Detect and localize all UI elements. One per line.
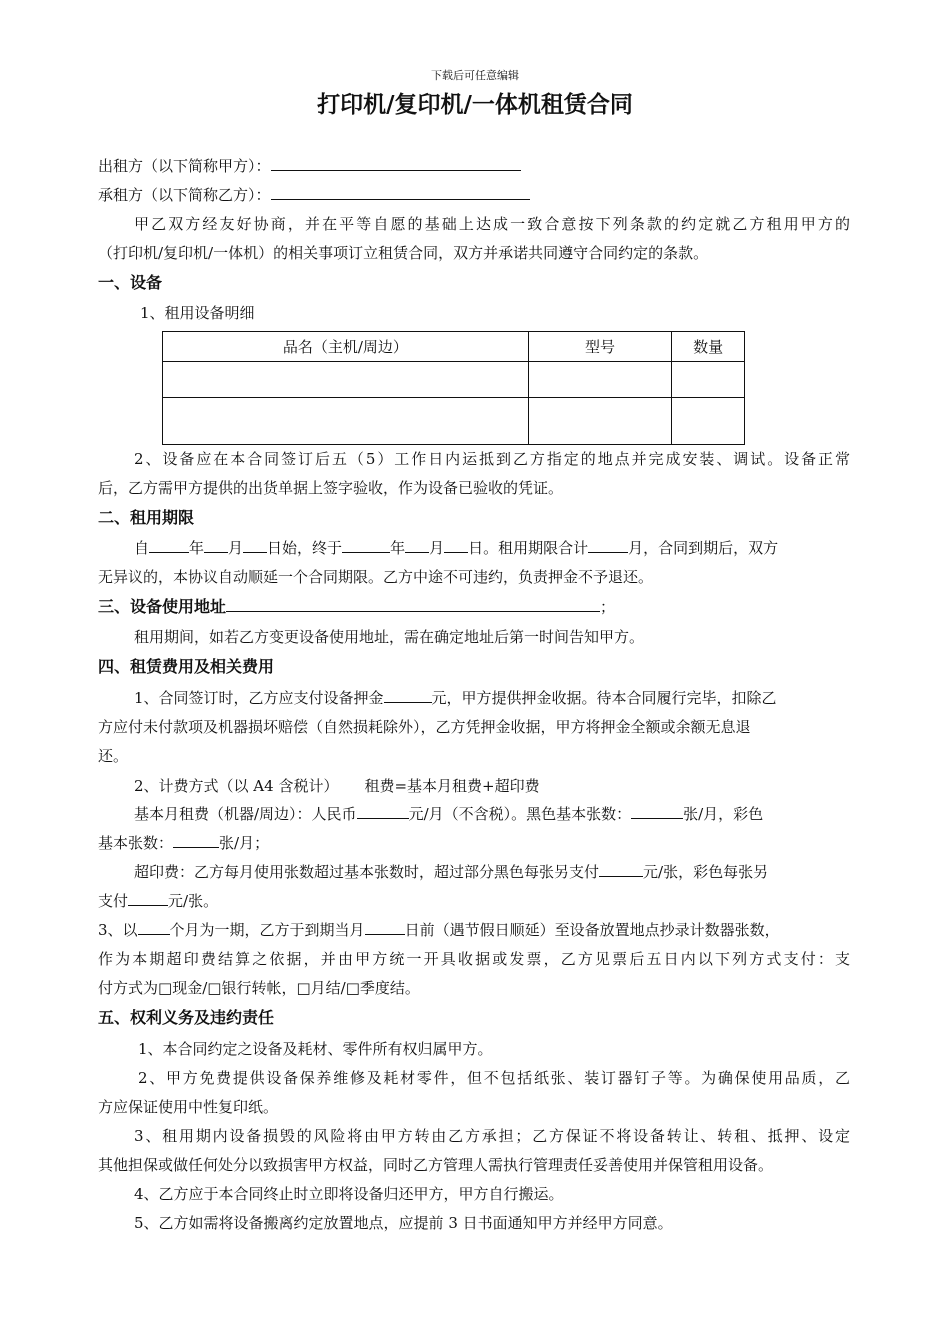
- s4-p2-line: [134, 776, 540, 796]
- cash-checkbox[interactable]: □: [158, 979, 173, 997]
- s2-text: 自: [134, 539, 150, 557]
- party-a-field[interactable]: [271, 156, 521, 171]
- s2-line-2: 无异议的，本协议自动顺延一个合同期限。乙方中途不可违约，负责押金不予退还。: [98, 568, 654, 586]
- party-b-field[interactable]: [271, 185, 530, 200]
- billing-method: 2、计费方式（以 A4 含税计）: [134, 777, 339, 795]
- s4-text: 1、合同签订时，乙方应支付设备押金: [134, 689, 384, 707]
- s4-text: 基本张数：: [98, 834, 174, 852]
- s5-item-2-line-2: 方应保证使用中性复印纸。: [98, 1098, 279, 1116]
- table-cell[interactable]: [672, 398, 745, 445]
- s1-item-2-line-1: 2、设备应在本合同签订后五（5）工作日内运抵到乙方指定的地点并完成安装、调试。设备正常: [134, 450, 850, 468]
- monthly-checkbox[interactable]: □: [296, 979, 311, 997]
- deposit-field[interactable]: [384, 688, 432, 703]
- s4-text: 基本月租费（机器/周边）：人民币: [134, 805, 357, 823]
- s2-text: 月，合同到期后，双方: [628, 539, 779, 557]
- s4-p4-line-2: [98, 891, 218, 911]
- col-header-name: 品名（主机/周边）: [163, 332, 529, 362]
- equipment-table: [162, 331, 745, 445]
- monthly-fee-field[interactable]: [357, 804, 409, 819]
- reading-day-field[interactable]: [365, 920, 405, 935]
- party-b-line: [98, 185, 530, 205]
- s4-p1-line-2: 方应付未付款项及机器损坏赔偿（自然损耗除外），乙方凭押金收据，甲方将押金全额或余额无息退: [98, 718, 751, 736]
- party-a-label: 出租方（以下简称甲方）：: [98, 157, 271, 175]
- s4-p5-line-3: [98, 978, 420, 998]
- s4-p5-line-2: 作为本期超印费结算之依据，并由甲方统一开具收据或发票，乙方见票后五日内以下列方式支付：支: [98, 950, 850, 968]
- s2-text: 月: [228, 539, 244, 557]
- col-header-qty: 数量: [672, 332, 745, 362]
- s2-text: 月: [429, 539, 445, 557]
- option-quarterly: 季度结。: [359, 979, 420, 997]
- start-day-field[interactable]: [243, 538, 267, 553]
- s4-text: 日前（遇节假日顺延）至设备放置地点抄录计数器张数，: [404, 921, 780, 939]
- s4-p1-line-1: [134, 688, 777, 708]
- end-month-field[interactable]: [405, 538, 429, 553]
- s3-tail: ；: [600, 598, 616, 616]
- bank-transfer-checkbox[interactable]: □: [207, 979, 222, 997]
- billing-formula: 租费=基本月租费+超印费: [364, 777, 540, 795]
- color-base-field[interactable]: [173, 833, 219, 848]
- s4-text: 3、以: [98, 921, 138, 939]
- table-row: [163, 398, 745, 445]
- s5-item-3-line-2: 其他担保或做任何处分以致损害甲方权益，同时乙方管理人需执行管理责任妥善使用并保管租用设备。: [98, 1156, 774, 1174]
- s2-text: 年: [189, 539, 205, 557]
- section-5-heading: 五、权利义务及违约责任: [98, 1008, 275, 1027]
- black-base-field[interactable]: [631, 804, 683, 819]
- s4-text: 超印费：乙方每月使用张数超过基本张数时，超过部分黑色每张另支付: [134, 863, 600, 881]
- s5-item-2-line-1: 2、甲方免费提供设备保养维修及耗材零件，但不包括纸张、装订器钉子等。为确保使用品质，乙: [138, 1069, 850, 1087]
- party-b-label: 承租方（以下简称乙方）：: [98, 186, 271, 204]
- s4-text: 元/月（不含税）。黑色基本张数：: [408, 805, 632, 823]
- section-1-heading: 一、设备: [98, 273, 163, 292]
- s5-item-1: 1、本合同约定之设备及耗材、零件所有权归属甲方。: [138, 1040, 493, 1058]
- s4-text: 元/张，彩色每张另: [643, 863, 769, 881]
- address-field[interactable]: [226, 597, 600, 612]
- s1-item-1: 1、租用设备明细: [140, 304, 255, 322]
- table-cell[interactable]: [528, 362, 672, 398]
- s4-text: 支付: [98, 892, 129, 910]
- col-header-model: 型号: [528, 332, 672, 362]
- table-cell[interactable]: [672, 362, 745, 398]
- end-year-field[interactable]: [342, 538, 390, 553]
- table-cell[interactable]: [163, 398, 529, 445]
- s4-text: 张/月；: [219, 834, 270, 852]
- period-months-field[interactable]: [138, 920, 170, 935]
- start-month-field[interactable]: [204, 538, 228, 553]
- s1-item-2-line-2: 后，乙方需甲方提供的出货单据上签字验收，作为设备已验收的凭证。: [98, 479, 564, 497]
- section-3-heading: 三、设备使用地址: [98, 597, 227, 616]
- intro-line-1: 甲乙双方经友好协商，并在平等自愿的基础上达成一致合意按下列条款的约定就乙方租用甲方的: [134, 215, 850, 233]
- table-cell[interactable]: [528, 398, 672, 445]
- section-4-heading: 四、租赁费用及相关费用: [98, 657, 275, 676]
- quarterly-checkbox[interactable]: □: [345, 979, 360, 997]
- top-note: 下载后可任意编辑: [431, 69, 519, 82]
- s2-text: 日始，终于: [267, 539, 343, 557]
- s3-line: 租用期间，如若乙方变更设备使用地址，需在确定地址后第一时间告知甲方。: [134, 628, 645, 646]
- s4-p4-line-1: [134, 862, 768, 882]
- color-overage-field[interactable]: [128, 891, 168, 906]
- intro-line-2: （打印机/复印机/一体机）的相关事项订立租赁合同，双方并承诺共同遵守合同约定的条款。: [98, 244, 709, 262]
- s4-p5-line-1: [98, 920, 780, 940]
- s5-item-5: 5、乙方如需将设备搬离约定放置地点，应提前 3 日书面通知甲方并经甲方同意。: [134, 1214, 673, 1232]
- s2-text: 年: [390, 539, 406, 557]
- start-year-field[interactable]: [149, 538, 189, 553]
- s4-text: 张/月，彩色: [683, 805, 764, 823]
- table-row: [163, 362, 745, 398]
- section-2-heading: 二、租用期限: [98, 508, 195, 527]
- black-overage-field[interactable]: [599, 862, 643, 877]
- table-header-row: [163, 332, 745, 362]
- s4-text: 个月为一期，乙方于到期当月: [169, 921, 365, 939]
- s2-text: 日。租用期限合计: [468, 539, 589, 557]
- party-a-line: [98, 156, 521, 176]
- s4-text: 付方式为: [98, 979, 159, 997]
- s4-text: 元/张。: [168, 892, 219, 910]
- s4-text: 元，甲方提供押金收据。待本合同履行完毕，扣除乙: [431, 689, 777, 707]
- s4-p3-line-1: [134, 804, 763, 824]
- s4-p1-line-3: 还。: [98, 747, 129, 765]
- s2-line-1: [134, 538, 778, 558]
- section-3-heading-line: [98, 597, 615, 617]
- total-months-field[interactable]: [588, 538, 628, 553]
- table-cell[interactable]: [163, 362, 529, 398]
- end-day-field[interactable]: [444, 538, 468, 553]
- option-monthly: 月结/: [310, 979, 346, 997]
- page-title: 打印机/复印机/一体机租赁合同: [317, 92, 633, 118]
- option-cash: 现金/: [172, 979, 208, 997]
- s4-p3-line-2: [98, 833, 269, 853]
- s5-item-3-line-1: 3、租用期内设备损毁的风险将由甲方转由乙方承担；乙方保证不将设备转让、转租、抵押、设定: [134, 1127, 850, 1145]
- s5-item-4: 4、乙方应于本合同终止时立即将设备归还甲方，甲方自行搬运。: [134, 1185, 564, 1203]
- option-bank-transfer: 银行转帐，: [221, 979, 297, 997]
